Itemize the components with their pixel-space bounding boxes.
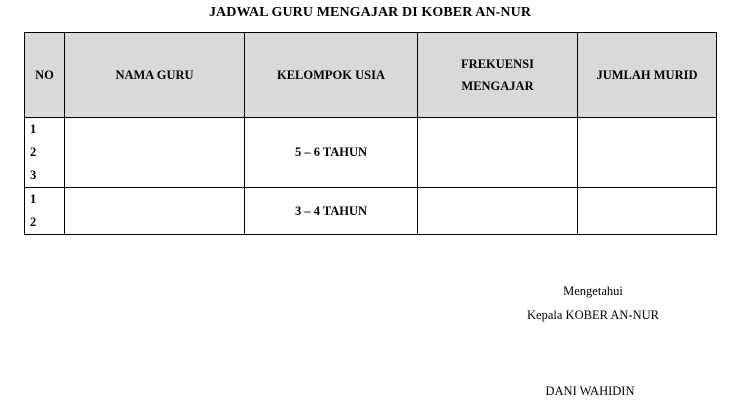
no-cell [25,188,65,235]
nama-guru-cell [65,118,245,188]
table-header-row [25,33,717,118]
header-frekuensi-line1: FREKUENSI [461,57,534,71]
row-number: 2 [30,215,37,229]
nama-guru-cell [65,188,245,235]
schedule-table [24,32,717,235]
signature-name: DANI WAHIDIN [545,384,635,398]
header-frekuensi-line2: MENGAJAR [461,79,534,93]
row-number: 1 [30,122,37,136]
row-number: 2 [30,145,37,159]
table-row [25,188,717,235]
frekuensi-cell [418,188,578,235]
header-no: NO [25,33,65,118]
document-title: JADWAL GURU MENGAJAR DI KOBER AN-NUR [208,5,532,20]
signature-acknowledged: Mengetahui [563,284,623,298]
frekuensi-cell [418,118,578,188]
jumlah-murid-cell [578,188,717,235]
table-row [25,118,717,188]
row-number: 3 [30,168,37,182]
header-frekuensi-mengajar [418,33,578,118]
jumlah-murid-cell [578,118,717,188]
kelompok-usia-cell: 5 – 6 TAHUN [245,118,418,188]
header-jumlah-murid: JUMLAH MURID [578,33,717,118]
header-nama-guru: NAMA GURU [65,33,245,118]
kelompok-usia-cell: 3 – 4 TAHUN [245,188,418,235]
header-kelompok-usia: KELOMPOK USIA [245,33,418,118]
signature-role: Kepala KOBER AN-NUR [527,308,659,322]
row-number: 1 [30,192,37,206]
no-cell [25,118,65,188]
